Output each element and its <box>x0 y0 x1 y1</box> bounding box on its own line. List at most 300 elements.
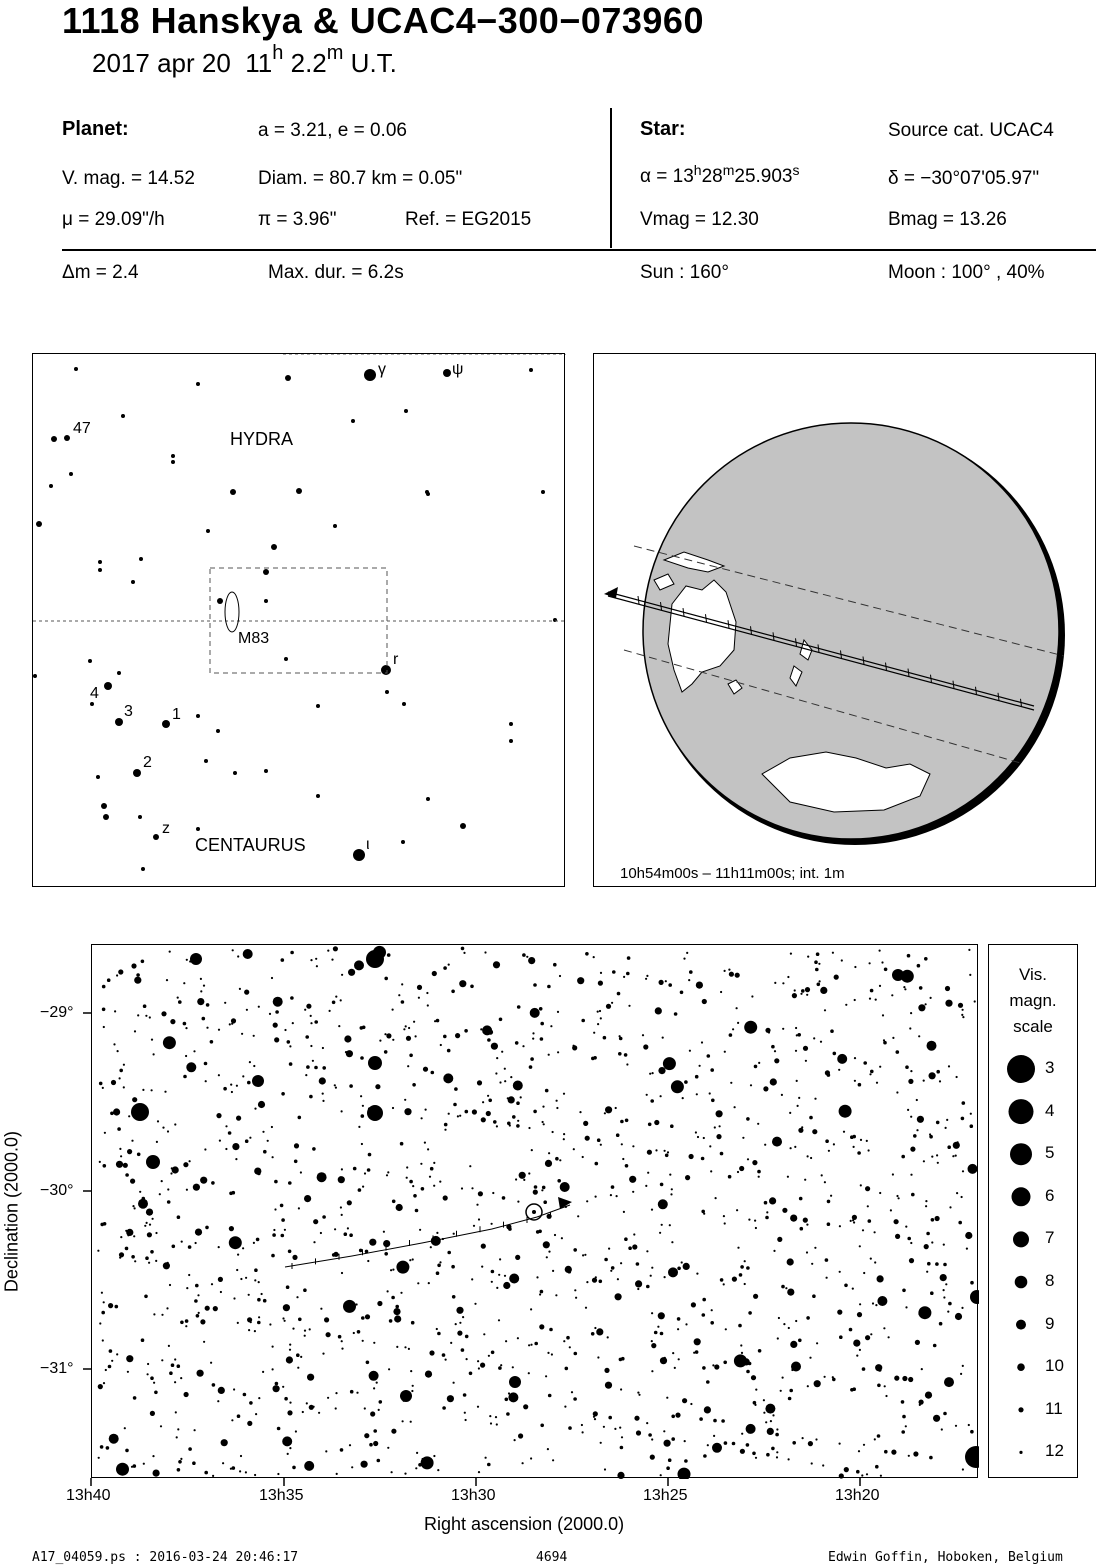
chart-star <box>665 980 667 982</box>
chart-star <box>776 1451 778 1453</box>
finder-star <box>88 659 92 663</box>
chart-star <box>665 1154 669 1158</box>
chart-star <box>657 1326 659 1328</box>
chart-star <box>340 999 342 1001</box>
chart-star <box>595 1276 597 1278</box>
chart-star <box>822 1464 824 1466</box>
chart-star <box>651 1312 653 1314</box>
chart-star <box>827 1200 831 1204</box>
chart-star <box>546 1256 548 1258</box>
chart-star <box>869 962 871 964</box>
chart-star <box>205 1226 209 1230</box>
chart-star <box>103 1301 105 1303</box>
chart-star <box>697 1136 699 1138</box>
chart-star <box>167 1188 169 1190</box>
chart-star <box>569 1346 571 1348</box>
chart-star <box>709 1145 711 1147</box>
chart-star <box>652 1072 654 1074</box>
chart-star <box>405 1025 407 1027</box>
chart-star <box>529 1065 533 1069</box>
chart-star <box>795 1027 797 1029</box>
chart-star <box>945 1000 952 1007</box>
chart-star <box>498 1366 502 1370</box>
chart-star <box>629 1176 636 1183</box>
chart-star <box>591 1332 595 1336</box>
chart-star <box>621 1357 625 1361</box>
chart-star <box>526 956 528 958</box>
chart-star <box>508 1227 512 1231</box>
ra-s-unit: s <box>792 162 800 178</box>
chart-star <box>379 1040 381 1042</box>
chart-star <box>757 1123 759 1125</box>
scale-dot-mag-7 <box>1013 1231 1029 1247</box>
chart-star <box>312 1147 316 1151</box>
chart-star <box>694 1338 701 1345</box>
chart-star <box>439 1261 441 1263</box>
chart-star <box>512 1115 516 1119</box>
chart-star <box>102 1087 104 1089</box>
chart-star <box>858 1083 862 1087</box>
chart-star <box>909 1258 914 1263</box>
chart-star <box>668 1267 678 1277</box>
chart-star <box>183 1162 188 1167</box>
footer-number: 4694 <box>536 1550 568 1565</box>
chart-star <box>350 1390 354 1394</box>
chart-star <box>764 1144 766 1146</box>
chart-star <box>807 1385 809 1387</box>
chart-star <box>597 1011 599 1013</box>
chart-star <box>532 1032 534 1034</box>
chart-star <box>108 1303 113 1308</box>
chart-star <box>219 1140 221 1142</box>
chart-star <box>488 1099 492 1103</box>
chart-star <box>366 1361 370 1365</box>
chart-star <box>531 1149 533 1151</box>
chart-star <box>245 1139 249 1143</box>
chart-star <box>174 1123 176 1125</box>
chart-star <box>869 1073 871 1075</box>
chart-star <box>445 1359 447 1361</box>
chart-star <box>599 1280 603 1284</box>
chart-star <box>593 956 595 958</box>
chart-star <box>406 1036 411 1041</box>
chart-star <box>645 978 647 980</box>
chart-star <box>678 1468 691 1479</box>
chart-star <box>496 1287 498 1289</box>
chart-star <box>651 1438 653 1440</box>
chart-star <box>439 1181 441 1183</box>
finder-star <box>509 722 513 726</box>
chart-star <box>212 1475 214 1477</box>
chart-star <box>626 1063 628 1065</box>
chart-star <box>298 1207 300 1209</box>
chart-star <box>169 951 171 953</box>
scale-dots-svg <box>989 945 1077 1479</box>
event-hour: 11 <box>245 48 273 78</box>
chart-star <box>787 976 789 978</box>
scale-dot-mag-12 <box>1019 1451 1022 1454</box>
chart-star <box>98 1384 103 1389</box>
chart-star <box>901 1430 905 1434</box>
chart-star <box>943 1296 945 1298</box>
chart-star <box>799 1197 803 1201</box>
chart-star <box>852 1288 854 1290</box>
chart-star <box>737 1171 739 1173</box>
finder-star <box>141 867 145 871</box>
chart-star <box>327 950 329 952</box>
chart-star <box>163 1262 170 1269</box>
chart-star <box>968 1424 970 1426</box>
chart-star <box>364 1407 366 1409</box>
chart-star <box>901 1155 905 1159</box>
chart-star <box>803 1046 808 1051</box>
chart-star <box>253 1242 255 1244</box>
chart-star <box>825 1139 829 1143</box>
chart-star <box>461 1187 463 1189</box>
chart-star <box>242 1247 244 1249</box>
chart-star <box>660 1357 667 1364</box>
chart-star <box>651 1209 653 1211</box>
chart-star <box>309 1095 313 1099</box>
chart-star <box>663 1430 665 1432</box>
chart-star <box>362 1340 364 1342</box>
chart-star <box>554 1234 556 1236</box>
chart-star <box>496 1125 498 1127</box>
star-bmag: Bmag = 13.26 <box>888 209 1007 230</box>
chart-star <box>118 969 123 974</box>
chart-star <box>272 1156 274 1158</box>
chart-star <box>677 1317 681 1321</box>
chart-star <box>195 1242 197 1244</box>
chart-star <box>540 1037 544 1041</box>
chart-star <box>254 1108 256 1110</box>
chart-star <box>894 1376 899 1381</box>
chart-star <box>254 1168 261 1175</box>
chart-star <box>634 1416 639 1421</box>
chart-star <box>433 1162 435 1164</box>
chart-star <box>263 1150 267 1154</box>
chart-star <box>593 1032 595 1034</box>
chart-star <box>169 1371 173 1375</box>
finder-star <box>196 827 200 831</box>
chart-star <box>316 965 318 967</box>
chart-star <box>925 1392 932 1399</box>
chart-star <box>412 1258 414 1260</box>
chart-star <box>908 1079 913 1084</box>
chart-star <box>421 1187 425 1191</box>
globe-panel <box>593 353 1096 887</box>
chart-star <box>674 1367 676 1369</box>
chart-star <box>766 1211 768 1213</box>
chart-star <box>678 1358 680 1360</box>
chart-star <box>668 1458 672 1462</box>
chart-star <box>186 1189 188 1191</box>
chart-star <box>178 1460 182 1464</box>
chart-star <box>706 1380 710 1384</box>
chart-star <box>573 1397 577 1401</box>
chart-star <box>134 1207 136 1209</box>
chart-star <box>798 1097 800 1099</box>
chart-star <box>710 1321 714 1325</box>
chart-star <box>393 1308 400 1315</box>
chart-star <box>108 1365 112 1369</box>
chart-star <box>423 1067 428 1072</box>
chart-star <box>174 1381 176 1383</box>
chart-star <box>790 953 792 955</box>
chart-star <box>248 1294 250 1296</box>
chart-star <box>797 1105 799 1107</box>
chart-star <box>290 951 294 955</box>
chart-star <box>561 1237 563 1239</box>
chart-star <box>923 1080 925 1082</box>
chart-star <box>650 1099 654 1103</box>
chart-star <box>614 1428 616 1430</box>
chart-star <box>127 1371 129 1373</box>
chart-star <box>650 1275 652 1277</box>
chart-star <box>837 1310 842 1315</box>
chart-star <box>723 1283 725 1285</box>
chart-star <box>522 953 526 957</box>
chart-star <box>943 1244 945 1246</box>
chart-star <box>594 1418 596 1420</box>
chart-star <box>180 1321 184 1325</box>
chart-star <box>312 1060 314 1062</box>
footer-file: A17_04059.ps : 2016-03-24 20:46:17 <box>32 1550 299 1565</box>
chart-star <box>415 1467 417 1469</box>
chart-star <box>496 1423 498 1425</box>
page-title: 1118 Hanskya & UCAC4−300−073960 <box>62 0 704 41</box>
chart-star <box>347 1227 349 1229</box>
chart-star <box>699 1065 701 1067</box>
chart-star <box>194 1429 196 1431</box>
chart-star <box>958 1221 962 1225</box>
chart-star <box>542 1186 546 1190</box>
chart-star <box>874 1438 876 1440</box>
chart-star <box>916 1099 918 1101</box>
chart-star <box>530 1457 532 1459</box>
chart-star <box>289 1402 291 1404</box>
finder-star <box>103 814 109 820</box>
ra-seconds: 25.903 <box>734 166 793 187</box>
chart-star <box>948 1302 952 1306</box>
chart-star <box>837 1054 847 1064</box>
chart-star <box>131 1140 133 1142</box>
chart-star <box>707 1054 711 1058</box>
chart-star <box>815 968 819 972</box>
chart-star <box>896 1050 900 1054</box>
chart-star <box>516 1101 520 1105</box>
chart-star <box>885 1395 887 1397</box>
chart-star <box>585 1307 587 1309</box>
chart-star <box>281 1092 285 1096</box>
chart-star <box>231 1091 233 1093</box>
chart-star <box>530 1057 534 1061</box>
chart-star <box>916 1129 918 1131</box>
chart-star <box>751 995 753 997</box>
chart-star <box>288 1181 292 1185</box>
chart-star <box>411 1390 413 1392</box>
chart-star <box>832 1378 836 1382</box>
scale-label-mag-6: 6 <box>1045 1185 1055 1205</box>
chart-star <box>530 1308 532 1310</box>
chart-star <box>533 1190 538 1195</box>
chart-star <box>289 1447 291 1449</box>
chart-star <box>865 1335 870 1340</box>
chart-star <box>243 1393 247 1397</box>
chart-star <box>556 1107 558 1109</box>
chart-star <box>817 983 821 987</box>
chart-star <box>200 978 202 980</box>
chart-star <box>903 986 905 988</box>
chart-star <box>875 999 877 1001</box>
chart-star <box>892 1037 894 1039</box>
chart-star <box>632 1191 634 1193</box>
chart-star <box>176 1436 178 1438</box>
chart-star <box>625 1164 629 1168</box>
chart-star <box>593 1411 598 1416</box>
chart-star <box>798 1339 802 1343</box>
chart-star <box>362 1026 366 1030</box>
chart-star <box>282 1436 292 1446</box>
chart-star <box>753 1294 758 1299</box>
chart-star <box>229 1192 233 1196</box>
chart-star <box>515 1255 520 1260</box>
chart-star <box>213 1306 218 1311</box>
chart-star <box>197 1370 204 1377</box>
chart-star <box>910 1147 915 1152</box>
chart-star <box>249 1401 253 1405</box>
chart-star <box>358 1188 362 1192</box>
chart-star <box>715 1197 717 1199</box>
finder-star <box>133 769 141 777</box>
chart-star <box>294 1143 299 1148</box>
chart-star <box>488 1355 490 1357</box>
chart-star <box>814 1380 821 1387</box>
chart-star <box>119 1077 121 1079</box>
chart-star <box>487 1463 491 1467</box>
chart-star <box>763 1412 765 1414</box>
finder-star <box>316 794 320 798</box>
chart-star <box>581 1424 583 1426</box>
chart-star <box>123 1064 125 1066</box>
chart-star <box>478 1218 480 1220</box>
chart-star <box>443 1035 447 1039</box>
chart-star <box>530 1344 532 1346</box>
chart-star <box>632 1145 634 1147</box>
chart-star <box>230 1084 232 1086</box>
chart-star <box>258 1006 260 1008</box>
chart-star <box>839 1473 844 1478</box>
chart-star <box>451 990 455 994</box>
chart-star <box>787 1258 794 1265</box>
chart-star <box>225 1125 227 1127</box>
chart-star <box>947 1311 949 1313</box>
chart-star <box>689 1050 691 1052</box>
chart-star <box>204 1471 208 1475</box>
chart-star <box>628 1246 632 1250</box>
chart-star <box>517 1201 519 1203</box>
iota-label: ι <box>366 836 370 853</box>
finder-star <box>541 490 545 494</box>
chart-star <box>598 981 603 986</box>
chart-star <box>905 1425 907 1427</box>
chart-star <box>491 1223 493 1225</box>
chart-star <box>732 1028 734 1030</box>
chart-star <box>819 980 821 982</box>
chart-star <box>509 1274 519 1284</box>
chart-star <box>766 1453 770 1457</box>
chart-star <box>429 1176 431 1178</box>
chart-star <box>471 1278 473 1280</box>
finder-star <box>131 580 135 584</box>
chart-star <box>409 1054 413 1058</box>
chart-star <box>876 1082 878 1084</box>
chart-star <box>384 977 388 981</box>
chart-star <box>931 1241 933 1243</box>
chart-star <box>750 1084 752 1086</box>
chart-star <box>898 1197 900 1199</box>
chart-star <box>440 1044 442 1046</box>
chart-star <box>298 1318 302 1322</box>
chart-star <box>455 1323 457 1325</box>
chart-star <box>116 1161 123 1168</box>
chart-star <box>287 1410 292 1415</box>
chart-star <box>671 1437 675 1441</box>
chart-star <box>522 1462 524 1464</box>
chart-star <box>557 1051 559 1053</box>
chart-star <box>222 1462 224 1464</box>
chart-star <box>477 1360 479 1362</box>
bright-chart-star <box>400 1390 412 1402</box>
chart-star <box>720 991 722 993</box>
chart-star <box>175 1411 177 1413</box>
chart-star <box>361 1316 365 1320</box>
chart-star <box>773 1250 775 1252</box>
chart-star <box>713 1435 715 1437</box>
chart-star <box>833 1143 835 1145</box>
chart-star <box>273 997 283 1007</box>
chart-star <box>695 1075 699 1079</box>
chart-star <box>702 1366 706 1370</box>
chart-star <box>620 1262 622 1264</box>
chart-star <box>780 1390 782 1392</box>
chart-star <box>272 1233 276 1237</box>
chart-star <box>904 988 906 990</box>
chart-star <box>284 1397 288 1401</box>
chart-star <box>566 1336 570 1340</box>
chart-star <box>660 1332 664 1336</box>
chart-star <box>141 1338 145 1342</box>
chart-star <box>273 1023 278 1028</box>
star-vmag: Vmag = 12.30 <box>640 209 759 230</box>
chart-star <box>386 1174 388 1176</box>
chart-star <box>622 1158 624 1160</box>
chart-star <box>463 952 465 954</box>
chart-star <box>739 1273 743 1277</box>
chart-star <box>788 1397 792 1401</box>
finder-star <box>264 769 268 773</box>
chart-star <box>186 1062 196 1072</box>
chart-star <box>648 1433 652 1437</box>
chart-star <box>144 1295 148 1299</box>
chart-star <box>752 1160 757 1165</box>
chart-star <box>859 1349 861 1351</box>
chart-star <box>952 1155 954 1157</box>
chart-star <box>149 1016 151 1018</box>
chart-star <box>528 1372 530 1374</box>
chart-star <box>924 1244 929 1249</box>
chart-star <box>504 1275 506 1277</box>
